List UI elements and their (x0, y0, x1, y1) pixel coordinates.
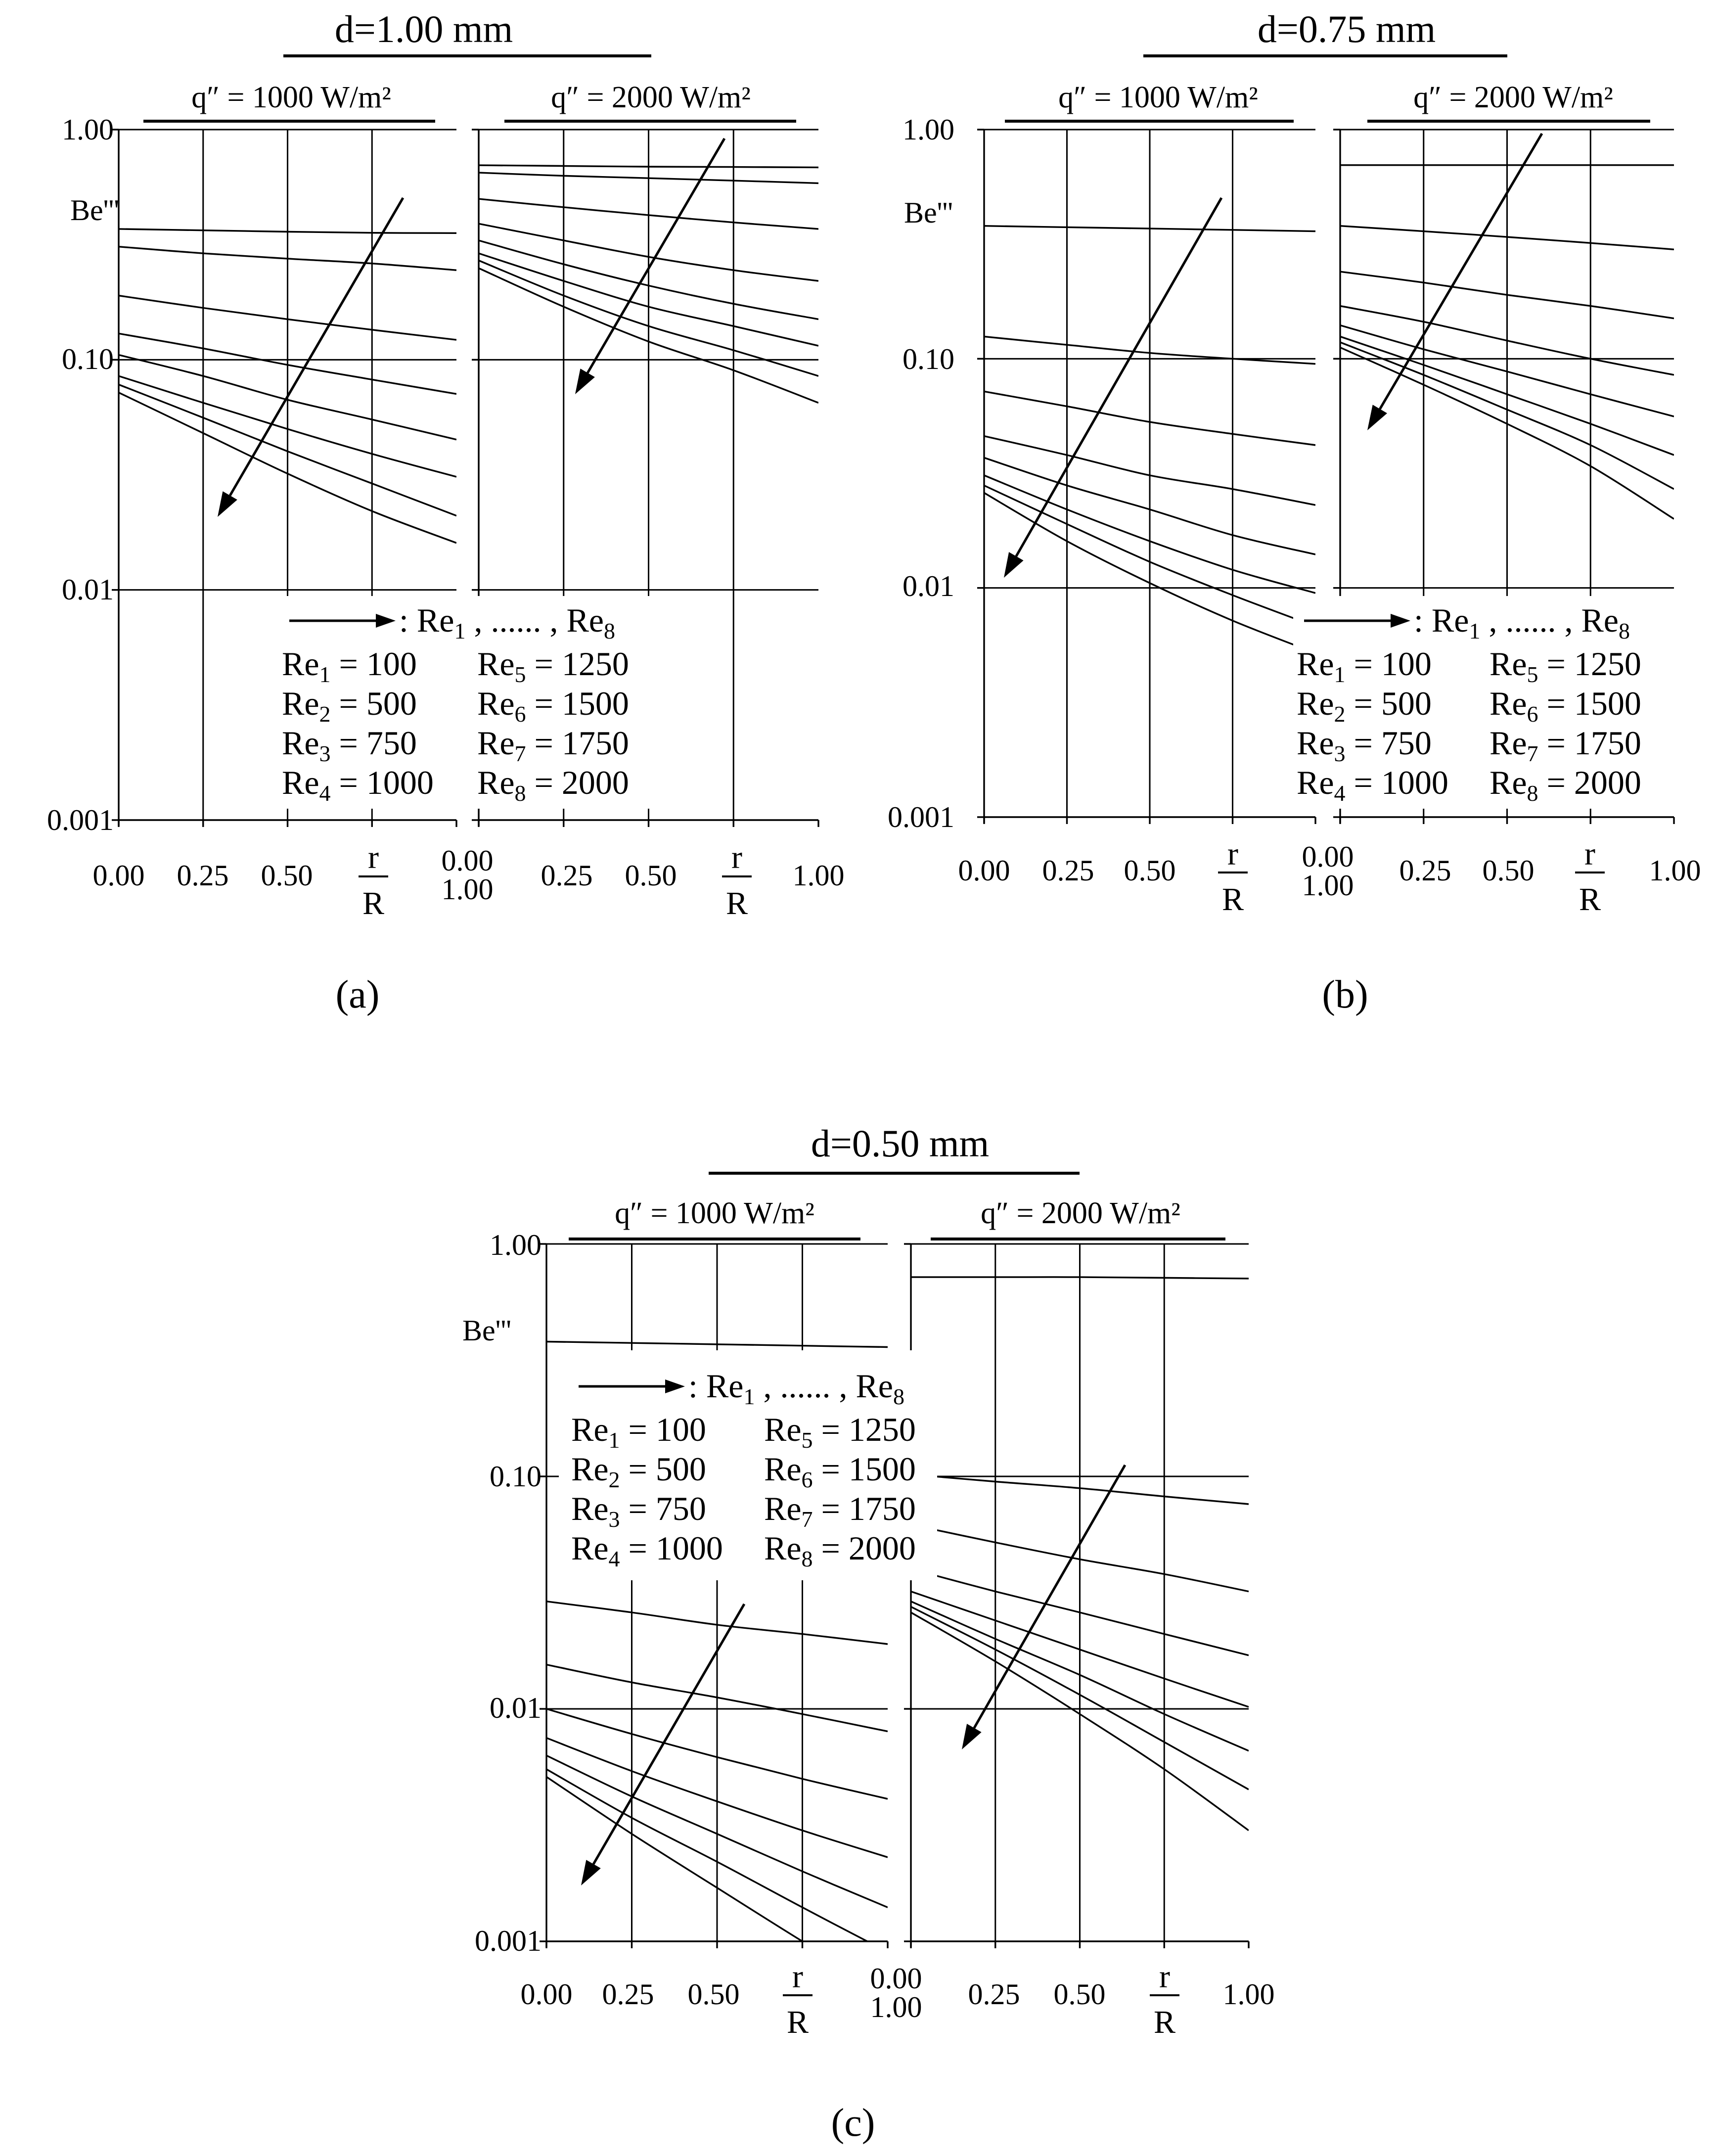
chart-b-ytick-0-01: 0.01 (903, 570, 954, 602)
chart-c-legend (559, 1350, 937, 1580)
chart-a-p1-xlabel-r: r (368, 839, 379, 875)
chart-c-p2-xtick-0: 0.00 (870, 1962, 922, 1995)
chart-c-ytick-0-001: 0.001 (475, 1925, 542, 1957)
chart-b-p2-xtick-100: 1.00 (1649, 854, 1701, 887)
legend-entry-re8: $Re_8 = 2000$ (477, 764, 629, 806)
legend-entry-re1: $Re_1 = 100$ (282, 645, 417, 687)
chart-a-p1-xtick-0: 0.00 (92, 859, 145, 892)
chart-b-p2-xtick-0: 0.00 (1302, 840, 1354, 873)
chart-a-p2-xtick-25: 0.25 (541, 859, 593, 892)
chart-c-title: d=0.50 mm (811, 1122, 990, 1165)
chart-a-p2-xtick-50: 0.50 (625, 859, 677, 892)
legend-entry-re3: $Re_3 = 750$ (571, 1490, 706, 1532)
chart-c-p1-xlabel-r: r (792, 1959, 803, 1995)
legend-entry-re8: $Re_8 = 2000$ (1490, 764, 1641, 806)
legend-entry-re3: $Re_3 = 750$ (282, 724, 417, 766)
legend-entry-re7: $Re_7 = 1750$ (477, 724, 629, 766)
chart-a-title: d=1.00 mm (334, 7, 513, 50)
legend-entry-re2: $Re_2 = 500$ (282, 685, 417, 727)
chart-a-legend (277, 596, 653, 809)
legend-entry-re6: $Re_6 = 1500$ (1490, 685, 1641, 727)
chart-b-p1-xtick-25: 0.25 (1042, 854, 1094, 887)
chart-a-ytick-0-001: 0.001 (47, 804, 114, 836)
chart-c-panel-2-heat-flux: q″ = 2000 W/m² (981, 1196, 1180, 1230)
legend-entry-re7: $Re_7 = 1750$ (764, 1490, 916, 1532)
chart-b-legend (1293, 596, 1662, 809)
chart-c-p2-xtick-50: 0.50 (1053, 1978, 1106, 2011)
chart-a-panel-2-heat-flux: q″ = 2000 W/m² (551, 81, 751, 114)
panel-label-b: (b) (1322, 973, 1368, 1016)
chart-a-p2-xtick-0: 0.00 (441, 844, 494, 877)
chart-c-p2-xtick-25: 0.25 (968, 1978, 1020, 2011)
chart-c-p1-xtick-100: 1.00 (870, 1991, 922, 2023)
chart-b-p1-xlabel-R: R (1221, 881, 1244, 917)
chart-c-panel-1-heat-flux: q″ = 1000 W/m² (615, 1196, 814, 1230)
chart-b-p1-xlabel-r: r (1227, 836, 1238, 872)
chart-a-p1-xtick-100: 1.00 (441, 873, 494, 906)
chart-b-p2-xtick-50: 0.50 (1482, 854, 1535, 887)
chart-c-ytick-0-01: 0.01 (490, 1692, 542, 1724)
legend-entry-re4: $Re_4 = 1000$ (571, 1529, 723, 1571)
chart-b-p1-xtick-100: 1.00 (1302, 869, 1354, 902)
legend-title: : $Re_1$ , ...... , $Re_8$ (688, 1367, 904, 1409)
legend-title: : $Re_1$ , ...... , $Re_8$ (1414, 601, 1630, 643)
chart-a-ylabel: Be''' (70, 194, 120, 227)
chart-c-ylabel: Be''' (462, 1314, 512, 1347)
chart-c-p2-xlabel-r: r (1159, 1959, 1170, 1995)
legend-entry-re6: $Re_6 = 1500$ (477, 685, 629, 727)
legend-entry-re5: $Re_5 = 1250$ (764, 1411, 916, 1453)
chart-c-p1-xtick-0: 0.00 (520, 1978, 573, 2011)
legend-entry-re5: $Re_5 = 1250$ (477, 645, 629, 687)
chart-a-ytick-0-01: 0.01 (62, 573, 114, 606)
chart-a-p2-xlabel-R: R (725, 885, 748, 921)
chart-a-panel-1-heat-flux: q″ = 1000 W/m² (191, 81, 391, 114)
legend-entry-re5: $Re_5 = 1250$ (1490, 645, 1641, 687)
chart-b-p2-xtick-25: 0.25 (1399, 854, 1451, 887)
chart-b-title: d=0.75 mm (1257, 7, 1436, 50)
chart-a-p1-xlabel-R: R (362, 885, 385, 921)
chart-c-p2-xlabel-R: R (1153, 2004, 1176, 2040)
chart-b-p2-xlabel-r: r (1584, 836, 1595, 872)
chart-a-p1-xtick-50: 0.50 (261, 859, 313, 892)
legend-entry-re7: $Re_7 = 1750$ (1490, 724, 1641, 766)
chart-b-ytick-0-001: 0.001 (888, 801, 954, 833)
chart-a-ytick-1: 1.00 (62, 113, 114, 146)
chart-b-p2-xlabel-R: R (1579, 881, 1601, 917)
legend-title: : $Re_1$ , ...... , $Re_8$ (399, 601, 615, 643)
panel-label-a: (a) (335, 973, 380, 1016)
chart-c-p2-xtick-100: 1.00 (1222, 1978, 1275, 2011)
legend-entry-re8: $Re_8 = 2000$ (764, 1529, 916, 1571)
chart-a-p2-xtick-100: 1.00 (792, 859, 845, 892)
chart-a-ytick-0-1: 0.10 (62, 343, 114, 375)
chart-a-p2-xlabel-r: r (731, 839, 742, 875)
chart-b-ylabel: Be''' (904, 196, 953, 229)
chart-b-panel-2-heat-flux: q″ = 2000 W/m² (1413, 81, 1613, 114)
chart-b-p1-xtick-0: 0.00 (958, 854, 1010, 887)
legend-entry-re3: $Re_3 = 750$ (1297, 724, 1432, 766)
panel-label-c: (c) (831, 2101, 875, 2145)
chart-a-p1-xtick-25: 0.25 (177, 859, 229, 892)
legend-entry-re4: $Re_4 = 1000$ (282, 764, 434, 806)
chart-b-panel-1-heat-flux: q″ = 1000 W/m² (1058, 81, 1258, 114)
chart-c-ytick-0-1: 0.10 (490, 1460, 542, 1493)
chart-b-ytick-0-1: 0.10 (903, 343, 954, 375)
chart-b-ytick-1: 1.00 (903, 113, 954, 146)
legend-entry-re4: $Re_4 = 1000$ (1297, 764, 1448, 806)
chart-c-p1-xtick-50: 0.50 (687, 1978, 740, 2011)
legend-entry-re1: $Re_1 = 100$ (571, 1411, 706, 1453)
chart-c-p1-xtick-25: 0.25 (602, 1978, 654, 2011)
chart-b-p1-xtick-50: 0.50 (1124, 854, 1176, 887)
chart-c-p1-xlabel-R: R (786, 2004, 809, 2040)
legend-entry-re2: $Re_2 = 500$ (571, 1450, 706, 1492)
legend-entry-re6: $Re_6 = 1500$ (764, 1450, 916, 1492)
legend-entry-re1: $Re_1 = 100$ (1297, 645, 1432, 687)
legend-entry-re2: $Re_2 = 500$ (1297, 685, 1432, 727)
chart-c-ytick-1: 1.00 (490, 1229, 542, 1261)
